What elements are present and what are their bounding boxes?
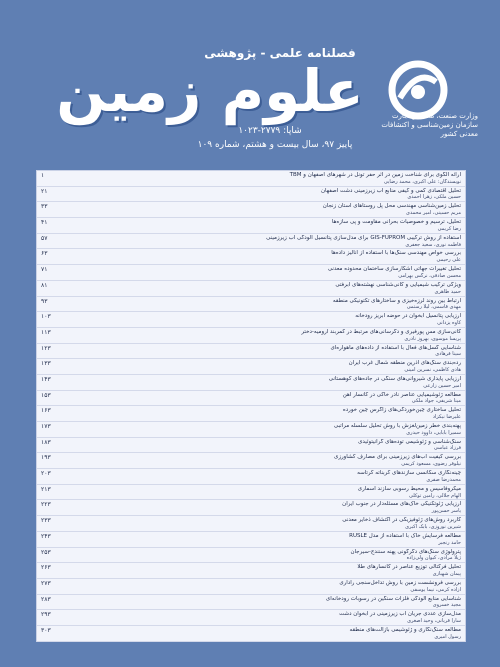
toc-entry xyxy=(63,219,461,233)
toc-article-title: ویژگی ترکیب شیمیایی و کانی‌شناسی نهشته‌های آبرفتی xyxy=(335,281,461,288)
toc-row xyxy=(37,406,465,422)
toc-article-title: ارزیابی پتانسیل آبخوان در حوضه آبریز رودخانه xyxy=(355,313,461,320)
toc-page-number: ۱۹۳ xyxy=(41,454,51,462)
toc-authors: رسول امیری xyxy=(434,633,461,640)
toc-page-number: ۱۰۳ xyxy=(41,313,51,321)
toc-entry xyxy=(63,266,461,280)
toc-entry xyxy=(63,611,461,625)
toc-entry xyxy=(63,596,461,610)
toc-authors: حسین ملکی، زهرا احمدی xyxy=(407,194,461,201)
toc-page-number: ۹۳ xyxy=(41,297,48,305)
toc-page-number: ۲۳۳ xyxy=(41,517,51,525)
toc-entry xyxy=(63,486,461,500)
toc-authors: علیرضا نیکزاد xyxy=(432,414,461,421)
toc-article-title: ارائه الگوی برای شناخت زمین در اثر حفر تونل در شهرهای اصفهان و TBM xyxy=(289,172,461,178)
toc-article-title: بررسی کیفیت آب‌های زیرزمینی برای مصارف کشاورزی xyxy=(334,454,461,461)
toc-article-title: استفاده از روش ترکیبی GIS-FUPROM برای مدل‌سازی پتانسیل آلودگی آب زیرزمینی xyxy=(266,234,461,241)
toc-page-number: ۲۱۳ xyxy=(41,485,51,493)
toc-entry xyxy=(63,172,461,186)
toc-row xyxy=(37,469,465,485)
toc-row xyxy=(37,202,465,218)
toc-entry xyxy=(63,627,461,641)
toc-entry xyxy=(63,517,461,531)
toc-authors: سارا قربانی، وحید اصغری xyxy=(407,618,461,625)
toc-authors: علی رحیمی xyxy=(436,257,461,264)
toc-authors: فرزاد عباسی xyxy=(433,445,461,452)
toc-authors: مهدی قاسمی، لیلا رستمی xyxy=(406,304,461,311)
toc-authors: پریسا موسوی، بهروز نادری xyxy=(404,335,461,342)
table-of-contents xyxy=(36,170,466,644)
toc-page-number: ۱۸۳ xyxy=(41,438,51,446)
toc-row xyxy=(37,532,465,548)
toc-authors: مریم حسینی، امیر محمدی xyxy=(406,210,461,217)
toc-row xyxy=(37,297,465,313)
toc-page-number: ۲۸۳ xyxy=(41,595,51,603)
toc-authors: آزاده کرمی، نیما یوسفی xyxy=(410,586,461,593)
toc-article-title: مطالعه ژئوشیمیایی عناصر نادر خاکی در کانسار آهن xyxy=(342,391,461,398)
toc-authors: مجید خسروی xyxy=(432,602,461,609)
toc-authors: پیمان شهبازی xyxy=(432,570,461,577)
toc-page-number: ۴۱ xyxy=(41,219,48,227)
toc-row xyxy=(37,563,465,579)
toc-entry xyxy=(63,345,461,359)
toc-article-title: تحلیل تغییرات جهاتی آشکارسازی ساختمان محدوده معدنی xyxy=(327,266,461,273)
toc-page-number: ۱۳۳ xyxy=(41,360,51,368)
toc-authors: سمیرا بابایی، داوود حیدری xyxy=(406,429,461,436)
toc-authors: حمید طاهری xyxy=(434,288,461,295)
toc-article-title: تحلیل فرکتالی توزیع عناصر در کانسارهای طلا xyxy=(357,564,461,571)
toc-entry xyxy=(63,439,461,453)
toc-row xyxy=(37,312,465,328)
toc-page-number: ۱ xyxy=(41,172,45,179)
toc-article-title: بررسی فرونشست زمین با روش تداخل‌سنجی راداری xyxy=(339,579,461,586)
toc-page-number: ۲۶۳ xyxy=(41,564,51,572)
toc-article-title: ارتباط بین روند لرزه‌خیزی و ساختارهای تکتونیکی منطقه xyxy=(332,297,461,304)
toc-row xyxy=(37,579,465,595)
toc-row xyxy=(37,610,465,626)
toc-row xyxy=(37,595,465,611)
toc-row xyxy=(37,281,465,297)
toc-page-number: ۲۵۳ xyxy=(41,548,51,556)
toc-entry xyxy=(63,235,461,249)
toc-page-number: ۱۴۳ xyxy=(41,375,51,383)
toc-article-title: مطالعه سنگ‌نگاری و ژئوشیمی بازالت‌های منطقه xyxy=(349,626,461,633)
toc-page-number: ۲۹۳ xyxy=(41,611,51,619)
toc-row xyxy=(37,422,465,438)
toc-entry xyxy=(63,392,461,406)
toc-page-number: ۲۱ xyxy=(41,187,48,195)
toc-authors: شیرین نوروزی، بابک اکبری xyxy=(405,523,461,530)
toc-authors: فاطمه نوری، سعید جعفری xyxy=(405,241,461,248)
toc-entry xyxy=(63,313,461,327)
toc-entry xyxy=(63,407,461,421)
toc-entry xyxy=(63,423,461,437)
journal-title: علوم زمین xyxy=(56,57,364,125)
toc-article-title: میکروفاسیس و محیط رسوبی سازند آسماری xyxy=(357,485,461,492)
toc-entry xyxy=(63,282,461,296)
toc-row xyxy=(37,485,465,501)
toc-page-number: ۸۱ xyxy=(41,281,48,289)
toc-page-number: ۷۱ xyxy=(41,266,48,274)
toc-authors: مینا شریفی، جواد ملکی xyxy=(411,398,461,405)
issue-info: پاییز ۹۷، سال بیست و هشتم، شماره ۱۰۹ xyxy=(197,140,353,150)
toc-entry xyxy=(63,533,461,547)
toc-authors: هادی کاظمی، نسرین امینی xyxy=(404,367,461,374)
toc-article-title: تحلیل اقتصادی کمی و کیفی منابع آب زیرزمینی دشت اصفهان xyxy=(320,187,461,194)
toc-row xyxy=(37,548,465,564)
toc-row xyxy=(37,453,465,469)
toc-article-title: کانی‌سازی مس پورفیری و دگرسانی‌های مرتبط در کمربند ارومیه-دختر xyxy=(301,328,461,335)
ministry-name: وزارت صنعت، معدن و تجارت سازمان زمین‌شناسی و اکتشافات معدنی کشور xyxy=(381,112,478,138)
toc-authors: امیر حسین زارعی xyxy=(423,382,461,389)
toc-authors: کاوه یزدانی xyxy=(437,319,461,326)
toc-entry xyxy=(63,188,461,202)
toc-article-title: شناسایی منابع آلودگی فلزات سنگین در رسوبات رودخانه‌ای xyxy=(325,595,461,602)
toc-entry xyxy=(63,470,461,484)
toc-article-title: ارزیابی ژئوتکنیکی خاک‌های مسئله‌دار در جنوب ایران xyxy=(342,501,461,508)
toc-authors: سینا فرهادی xyxy=(435,351,461,358)
toc-authors: محمدرضا صفری xyxy=(426,476,461,483)
issn: شاپا: ۲۷۷۹-۱۰۲۳ xyxy=(238,126,302,136)
toc-row xyxy=(37,359,465,375)
toc-article-title: تحلیل، ترسیم و خصوصیات بحرانی مقاومت و پی سازه‌ها xyxy=(331,219,461,226)
toc-entry xyxy=(63,564,461,578)
toc-page-number: ۳۰۳ xyxy=(41,626,51,634)
toc-article-title: پترولوژی سنگ‌های دگرگونی پهنه سنندج-سیرجان xyxy=(350,548,461,555)
toc-entry xyxy=(63,501,461,515)
toc-authors: محسن صادقی، نرگس بهرامی xyxy=(398,272,461,279)
gsi-logo-icon xyxy=(388,60,448,120)
toc-entry xyxy=(63,580,461,594)
cover-header xyxy=(0,0,500,170)
toc-authors: نویسندگان: علی اکبری، محمد رضایی xyxy=(383,178,461,185)
toc-row xyxy=(37,234,465,250)
toc-row xyxy=(37,344,465,360)
toc-page-number: ۱۱۳ xyxy=(41,328,51,336)
toc-page-number: ۵۷ xyxy=(41,234,48,242)
toc-row xyxy=(37,626,465,642)
toc-page-number: ۲۲۳ xyxy=(41,501,51,509)
toc-article-title: سنگ‌شناسی و ژئوشیمی توده‌های گرانیتوئیدی xyxy=(358,438,461,445)
journal-subtitle: فصلنامه علمی - پژوهشی xyxy=(204,46,356,60)
toc-entry xyxy=(63,376,461,390)
toc-row xyxy=(37,438,465,454)
toc-page-number: ۱۲۳ xyxy=(41,344,51,352)
toc-row xyxy=(37,218,465,234)
toc-row xyxy=(37,375,465,391)
toc-article-title: مدل‌سازی عددی جریان آب زیرزمینی در آبخوان دشت xyxy=(339,611,461,618)
toc-page-number: ۱۶۳ xyxy=(41,407,51,415)
toc-row xyxy=(37,171,465,187)
toc-article-title: بررسی خواص مهندسی سنگ‌ها با استفاده از آنالیز داده‌ها xyxy=(331,250,461,257)
toc-entry xyxy=(63,298,461,312)
footer-band xyxy=(0,642,500,667)
toc-article-title: چینه‌نگاری سکانسی سازندهای کربناته کرتاسه xyxy=(357,470,461,477)
toc-row xyxy=(37,328,465,344)
toc-entry xyxy=(63,250,461,264)
toc-authors: نیلوفر رضوی، مسعود کریمی xyxy=(401,461,461,468)
toc-entry xyxy=(63,360,461,374)
toc-article-title: مطالعه فرسایش خاک با استفاده از مدل RUSLE xyxy=(349,532,461,539)
toc-authors: یاسر حسن‌پور xyxy=(431,508,461,515)
toc-page-number: ۳۳ xyxy=(41,203,48,211)
toc-entry xyxy=(63,329,461,343)
toc-row xyxy=(37,265,465,281)
toc-row xyxy=(37,391,465,407)
toc-article-title: شناسایی گسل‌های فعال با استفاده از داده‌های ماهواره‌ای xyxy=(330,344,461,351)
toc-page-number: ۲۷۳ xyxy=(41,579,51,587)
toc-authors: حامد رنجبر xyxy=(438,539,461,546)
toc-row xyxy=(37,249,465,265)
toc-page-number: ۲۴۳ xyxy=(41,532,51,540)
toc-authors: الهام جلالی، رامین توکلی xyxy=(409,492,461,499)
toc-authors: ژیلا مرادی، کیوان ولی‌زاده xyxy=(406,555,461,562)
toc-entry xyxy=(63,549,461,563)
toc-article-title: کاربرد روش‌های ژئوفیزیکی در اکتشاف ذخایر معدنی xyxy=(342,517,461,524)
toc-page-number: ۱۵۳ xyxy=(41,391,51,399)
toc-article-title: پهنه‌بندی خطر زمین‌لغزش با روش تحلیل سلسله مراتبی xyxy=(333,423,461,429)
toc-article-title: ارزیابی پایداری شیروانی‌های سنگی در جاده‌های کوهستانی xyxy=(328,375,461,382)
toc-article-title: تحلیل ساختاری چین‌خوردگی‌های زاگرس چین خورده xyxy=(342,407,461,414)
toc-article-title: تحلیل زمین‌شناسی مهندسی محل پل روستاهای استان زنجان xyxy=(322,203,461,210)
toc-entry xyxy=(63,454,461,468)
toc-page-number: ۲۰۳ xyxy=(41,470,51,478)
toc-page-number: ۱۷۳ xyxy=(41,423,51,430)
toc-article-title: رده‌بندی سنگ‌های آذرین منطقه شمال غرب ایران xyxy=(348,360,461,367)
toc-row xyxy=(37,187,465,203)
toc-row xyxy=(37,516,465,532)
toc-authors: رضا کریمی xyxy=(437,225,461,232)
toc-entry xyxy=(63,203,461,217)
toc-row xyxy=(37,500,465,516)
toc-page-number: ۶۳ xyxy=(41,250,48,258)
